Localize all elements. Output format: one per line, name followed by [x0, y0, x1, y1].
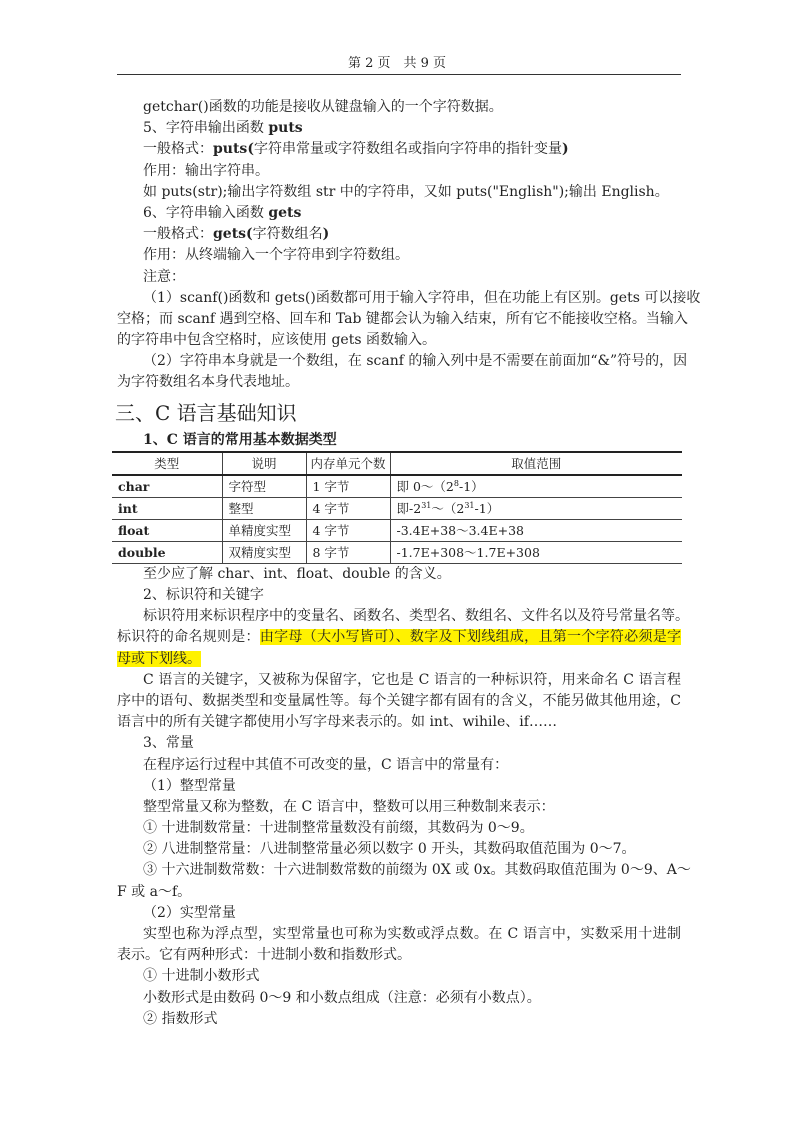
text: 字符串常量或字符数组名或指向字符串的指针变量 [253, 141, 562, 158]
keyword: gets [268, 204, 302, 221]
paragraph-line: F 或 a～f。 [117, 883, 192, 900]
paragraph-line [117, 649, 681, 670]
paragraph-line: 的字符串中包含空格时，应该使用 gets 函数输入。 [117, 332, 436, 349]
header-cell: 取值范围 [390, 452, 682, 475]
type-cell: char [112, 475, 222, 498]
subheading-integer-constants: （1）整型常量 [143, 777, 236, 794]
range-cell [390, 475, 682, 498]
paragraph-line [117, 224, 681, 245]
paragraph-line: （1）scanf()函数和 gets()函数都可用于输入字符串，但在功能上有区别。gets 可以接收 [143, 289, 701, 306]
type-cell: double [112, 541, 222, 563]
document-body [115, 97, 701, 1030]
desc-cell: 单精度实型 [222, 519, 306, 541]
subheading-identifiers: 2、标识符和关键字 [143, 587, 264, 603]
paragraph-line: 至少应了解 char、int、float、double 的含义。 [143, 565, 451, 582]
header-cell: 内存单元个数 [306, 452, 390, 475]
subheading-gets [117, 203, 681, 224]
table-row [112, 475, 682, 498]
paragraph-line: 如 puts(str);输出字符数组 str 中的字符串，又如 puts("English");输出 English。 [143, 183, 669, 200]
desc-cell: 整型 [222, 497, 306, 519]
paragraph-line: 表示。它有两种形式：十进制小数和指数形式。 [117, 947, 411, 964]
paragraph-line: C 语言的关键字，又被称为保留字，它也是 C 语言的一种标识符，用来命名 C 语言程 [143, 671, 681, 688]
paragraph-line: 作用：输出字符串。 [143, 162, 269, 179]
label: 一般格式： [143, 141, 213, 158]
section-title: 三、C 语言基础知识 [115, 400, 297, 425]
list-item: ② 八进制整常量：八进制整常量必须以数字 0 开头，其数码取值范围为 0～7。 [143, 841, 636, 858]
paragraph-line [117, 627, 681, 648]
header-cell: 类型 [112, 452, 222, 475]
page-header: 第 2 页 共 9 页 [347, 56, 447, 71]
paragraph-line: 作用：从终端输入一个字符串到字符数组。 [143, 247, 409, 264]
keyword: gets( [213, 226, 253, 243]
range-text: -1） [474, 501, 500, 517]
paragraph-line: 空格；而 scanf 遇到空格、回车和 Tab 键都会认为输入结束，所有它不能接收空格。当输入 [117, 310, 688, 327]
paragraph-line: getchar()函数的功能是接收从键盘输入的一个字符数据。 [143, 99, 503, 115]
desc-cell: 字符型 [222, 475, 306, 498]
range-text: 即-2 [396, 501, 422, 517]
header-cell: 说明 [222, 452, 306, 475]
desc-cell: 双精度实型 [222, 541, 306, 563]
range-text: 即 0～（2 [396, 479, 454, 495]
table-row [112, 541, 682, 563]
subheading-text: 5、字符串输出函数 [143, 120, 269, 137]
list-item: ① 十进制数常量：十进制整常量数没有前缀，其数码为 0～9。 [143, 820, 534, 837]
header-divider [117, 74, 681, 75]
range-cell: -1.7E+308～1.7E+308 [390, 541, 682, 563]
table-header-row [112, 452, 682, 475]
size-cell: 4 字节 [306, 497, 390, 519]
size-cell: 4 字节 [306, 519, 390, 541]
paragraph-line: 小数形式是由数码 0～9 和小数点组成（注意：必须有小数点）。 [143, 989, 541, 1006]
paragraph-line [117, 139, 681, 160]
subheading-puts [117, 118, 681, 139]
data-types-table [112, 451, 682, 564]
exponent: 31 [421, 501, 432, 511]
size-cell: 8 字节 [306, 541, 390, 563]
size-cell: 1 字节 [306, 475, 390, 498]
paragraph-line: 整型常量又称为整数，在 C 语言中，整数可以用三种数制来表示： [143, 798, 555, 815]
exponent: 8 [453, 479, 459, 489]
keyword: ) [322, 226, 330, 243]
table-row [112, 497, 682, 519]
list-item: ① 十进制小数形式 [143, 968, 260, 985]
highlighted-text: 母或下划线。 [117, 650, 201, 667]
paragraph-line: 标识符用来标识程序中的变量名、函数名、类型名、数组名、文件名以及符号常量名等。 [143, 608, 689, 625]
subheading-real-constants: （2）实型常量 [143, 904, 236, 921]
table-caption: 1、C 语言的常用基本数据类型 [143, 431, 337, 448]
highlighted-text: 由字母（大小写皆可）、数字及下划线组成，且第一个字符必须是字 [259, 629, 682, 646]
range-text: -1） [458, 479, 484, 495]
keyword: puts( [213, 141, 254, 158]
exponent: 31 [464, 501, 475, 511]
range-cell: -3.4E+38～3.4E+38 [390, 519, 682, 541]
paragraph-line: 在程序运行过程中其值不可改变的量，C 语言中的常量有： [143, 756, 509, 773]
type-cell: int [112, 497, 222, 519]
label: 标识符的命名规则是： [117, 629, 260, 646]
subheading-text: 6、字符串输入函数 [143, 204, 269, 221]
type-cell: float [112, 519, 222, 541]
text: 字符数组名 [252, 226, 323, 243]
label: 一般格式： [143, 226, 213, 243]
paragraph-line: 实型也称为浮点型，实型常量也可称为实数或浮点数。在 C 语言中，实数采用十进制 [143, 926, 681, 942]
paragraph-line: 为字符数组名本身代表地址。 [117, 374, 299, 391]
subheading-constants: 3、常量 [143, 735, 194, 752]
keyword: puts [268, 120, 303, 137]
keyword: ) [561, 141, 569, 158]
paragraph-line: 语言中的所有关键字都使用小写字母来表示的。如 int、wihile、if…… [117, 714, 557, 731]
paragraph-line: （2）字符串本身就是一个数组，在 scanf 的输入列中是不需要在前面加“&”符号的，因 [143, 353, 688, 370]
paragraph-line: 序中的语句、数据类型和变量属性等。每个关键字都有固有的含义，不能另做其他用途，C [117, 692, 681, 709]
list-item: ② 指数形式 [143, 1010, 218, 1027]
paragraph-line: 注意： [143, 268, 185, 285]
table-row [112, 519, 682, 541]
range-text: ～（2 [431, 501, 465, 517]
list-item: ③ 十六进制数常数：十六进制数常数的前缀为 0X 或 0x。其数码取值范围为 0～9、A～ [143, 862, 691, 879]
range-cell [390, 497, 682, 519]
